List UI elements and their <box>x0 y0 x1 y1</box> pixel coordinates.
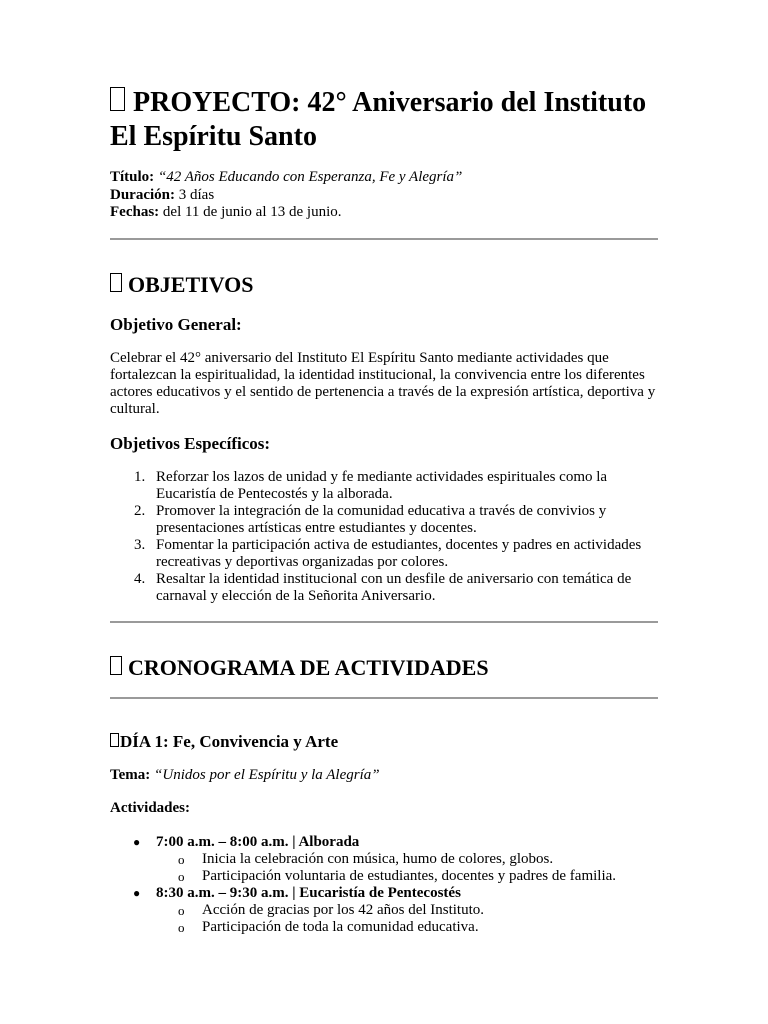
cronograma-heading: CRONOGRAMA DE ACTIVIDADES <box>110 655 489 681</box>
circle-bullet-icon: o <box>178 920 185 935</box>
objetivo-general-heading: Objetivo General: <box>110 315 242 334</box>
missing-glyph-icon <box>110 733 119 747</box>
list-item: o Participación de toda la comunidad educativa. <box>178 919 479 935</box>
objetivos-especificos-heading: Objetivos Específicos: <box>110 434 271 453</box>
bullet-icon: ● <box>133 886 141 900</box>
list-item: o Inicia la celebración con música, humo de colores, globos. <box>178 851 554 867</box>
list-item: 4. Resaltar la identidad institucional con un desfile de aniversario con temática de carnaval y elección de la Señorita Aniversario. <box>134 571 632 604</box>
actividades-list <box>110 834 658 936</box>
circle-bullet-icon: o <box>178 869 185 884</box>
list-item: o Participación voluntaria de estudiantes, docentes y padres de familia. <box>178 868 617 884</box>
circle-bullet-icon: o <box>178 852 185 867</box>
objetivos-especificos-list <box>110 469 658 605</box>
objetivo-general-text: Celebrar el 42° aniversario del Instituto El Espíritu Santo mediante actividades que fortalezcan la espiritualidad, la identidad institucional, la convivencia entre los diferentes actores educativos y el sentido de pertenencia a través de la expresión artística, deportiva y cultural. <box>110 350 656 417</box>
missing-glyph-icon <box>110 273 122 292</box>
actividades-label: Actividades: <box>110 800 190 816</box>
list-item: ● 7:00 a.m. – 8:00 a.m. | Alborada o Inicia la celebración con música, humo de colores, globos. o Participación voluntaria de estudiantes, docentes y padres de familia. <box>110 834 658 885</box>
duracion-label: Duración: <box>110 186 175 203</box>
divider <box>110 697 658 699</box>
divider <box>110 238 658 240</box>
dia1-tema: Tema: “Unidos por el Espíritu y la Alegría” <box>110 767 380 783</box>
list-item: 3. Fomentar la participación activa de estudiantes, docentes y padres en actividades recreativas y deportivas organizadas por colores. <box>134 537 642 570</box>
list-item: 2. Promover la integración de la comunidad educativa a través de convivios y presentaciones artísticas entre estudiantes y docentes. <box>134 503 607 536</box>
missing-glyph-icon <box>110 656 122 675</box>
circle-bullet-icon: o <box>178 903 185 918</box>
list-item: 1. Reforzar los lazos de unidad y fe mediante actividades espirituales como la Eucaristía de Pentecostés y la alborada. <box>134 469 608 502</box>
objetivos-heading: OBJETIVOS <box>110 272 254 298</box>
duracion-value: 3 días <box>178 186 215 203</box>
divider <box>110 621 658 623</box>
bullet-icon: ● <box>133 835 141 849</box>
fechas-value: del 11 de junio al 13 de junio. <box>162 204 342 220</box>
titulo-value: “42 Años Educando con Esperanza, Fe y Alegría” <box>157 169 463 185</box>
list-item: o Acción de gracias por los 42 años del Instituto. <box>178 902 485 918</box>
document-title: PROYECTO: 42° Aniversario del Instituto El Espíritu Santo <box>110 87 647 152</box>
list-item: ● 8:30 a.m. – 9:30 a.m. | Eucaristía de Pentecostés o Acción de gracias por los 42 años del Instituto. o Participación de toda la comunidad educativa. <box>110 885 658 936</box>
fechas-label: Fechas: <box>110 204 160 220</box>
missing-glyph-icon <box>110 87 125 111</box>
project-meta <box>110 169 462 222</box>
titulo-label: Título: <box>110 169 155 185</box>
dia1-heading: DÍA 1: Fe, Convivencia y Arte <box>110 732 338 752</box>
